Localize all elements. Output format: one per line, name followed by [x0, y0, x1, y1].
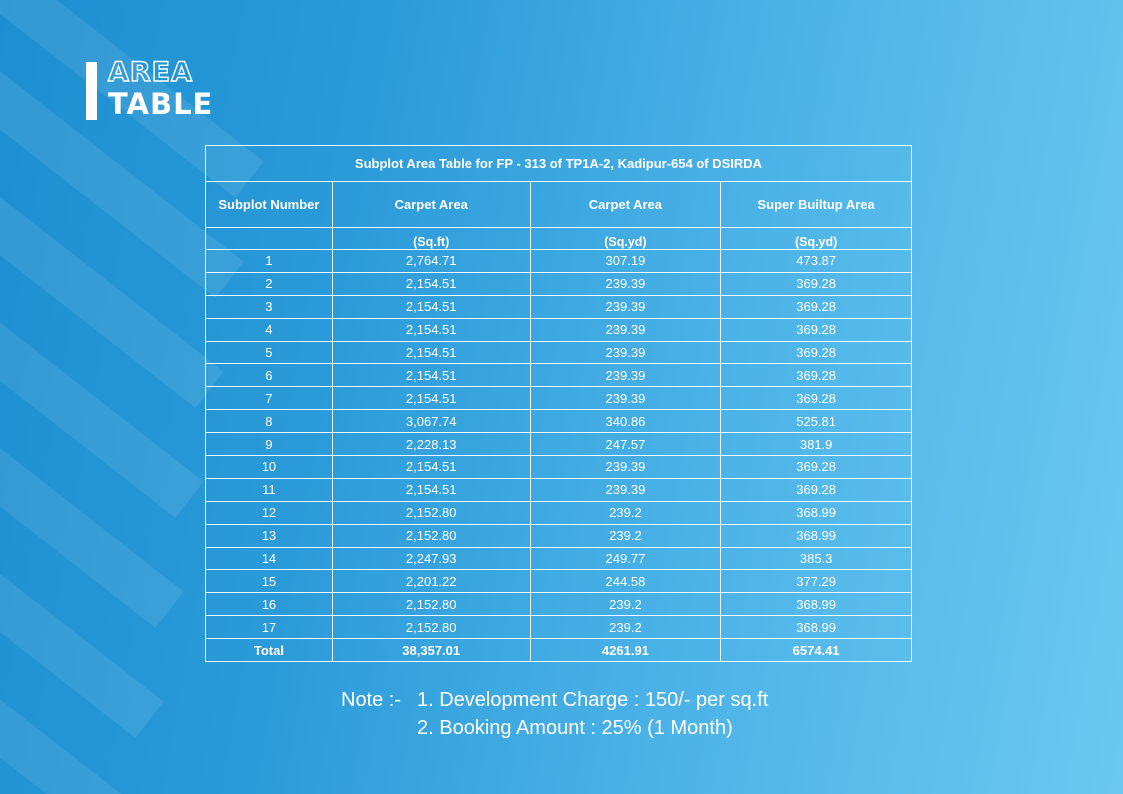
table-cell: 239.2 [530, 501, 721, 524]
column-header: Carpet Area [332, 182, 530, 228]
table-cell: 2,154.51 [332, 295, 530, 318]
table-row [206, 478, 912, 501]
table-row [206, 250, 912, 273]
table-cell: 368.99 [721, 501, 912, 524]
table-cell: 239.39 [530, 456, 721, 479]
table-cell: 239.2 [530, 524, 721, 547]
table-cell: 239.39 [530, 272, 721, 295]
table-cell: 368.99 [721, 616, 912, 639]
column-header: Carpet Area [530, 182, 721, 228]
note-development-charge: 1. Development Charge : 150/- per sq.ft [417, 689, 769, 711]
subplot-number-cell: 3 [206, 295, 333, 318]
table-cell: 369.28 [721, 387, 912, 410]
table-cell: 369.28 [721, 295, 912, 318]
table-cell: 369.28 [721, 318, 912, 341]
table-row [206, 593, 912, 616]
total-cell: 38,357.01 [332, 639, 530, 662]
table-cell: 381.9 [721, 433, 912, 456]
table-row [206, 387, 912, 410]
subplot-area-table [205, 145, 912, 662]
table-row [206, 295, 912, 318]
table-cell: 369.28 [721, 364, 912, 387]
table-cell: 2,152.80 [332, 501, 530, 524]
table-cell: 369.28 [721, 272, 912, 295]
subplot-number-cell: 17 [206, 616, 333, 639]
table-cell: 368.99 [721, 524, 912, 547]
subplot-number-cell: 1 [206, 250, 333, 273]
unit-label [206, 228, 333, 250]
logo-bar [86, 62, 97, 120]
table-title: Subplot Area Table for FP - 313 of TP1A-2, Kadipur-654 of DSIRDA [206, 146, 912, 182]
table-cell: 369.28 [721, 341, 912, 364]
total-row [206, 639, 912, 662]
table-cell: 239.39 [530, 364, 721, 387]
table-cell: 239.39 [530, 318, 721, 341]
table-row [206, 524, 912, 547]
table-body [206, 250, 912, 639]
table-row [206, 410, 912, 433]
table-cell: 525.81 [721, 410, 912, 433]
table-cell: 2,764.71 [332, 250, 530, 273]
subplot-number-cell: 14 [206, 547, 333, 570]
table-row [206, 272, 912, 295]
total-cell: 6574.41 [721, 639, 912, 662]
table-cell: 2,201.22 [332, 570, 530, 593]
table-cell: 2,154.51 [332, 478, 530, 501]
table-cell: 2,152.80 [332, 593, 530, 616]
table-cell: 385.3 [721, 547, 912, 570]
subplot-number-cell: 15 [206, 570, 333, 593]
table-cell: 377.29 [721, 570, 912, 593]
table-row [206, 318, 912, 341]
column-header: Subplot Number [206, 182, 333, 228]
table-cell: 2,228.13 [332, 433, 530, 456]
table-cell: 3,067.74 [332, 410, 530, 433]
table-cell: 369.28 [721, 456, 912, 479]
table-row [206, 501, 912, 524]
logo-title-line1: AREA [108, 57, 194, 88]
subplot-number-cell: 10 [206, 456, 333, 479]
unit-label: (Sq.yd) [721, 228, 912, 250]
unit-label: (Sq.yd) [530, 228, 721, 250]
table-cell: 2,152.80 [332, 616, 530, 639]
total-label: Total [206, 639, 333, 662]
table-cell: 2,154.51 [332, 318, 530, 341]
subplot-number-cell: 7 [206, 387, 333, 410]
note-label: Note :- [341, 689, 402, 711]
subplot-number-cell: 16 [206, 593, 333, 616]
subplot-number-cell: 12 [206, 501, 333, 524]
subplot-number-cell: 5 [206, 341, 333, 364]
table-cell: 2,154.51 [332, 341, 530, 364]
table-cell: 239.2 [530, 616, 721, 639]
table-cell: 2,154.51 [332, 272, 530, 295]
table-cell: 239.2 [530, 593, 721, 616]
logo-title-line2: TABLE [108, 87, 214, 121]
table-row [206, 341, 912, 364]
note-booking-amount: 2. Booking Amount : 25% (1 Month) [417, 717, 733, 739]
subplot-number-cell: 6 [206, 364, 333, 387]
table-cell: 244.58 [530, 570, 721, 593]
table-cell: 239.39 [530, 387, 721, 410]
table-row [206, 433, 912, 456]
table-row [206, 364, 912, 387]
table-cell: 239.39 [530, 295, 721, 318]
column-header: Super Builtup Area [721, 182, 912, 228]
table-cell: 473.87 [721, 250, 912, 273]
subplot-number-cell: 11 [206, 478, 333, 501]
table-cell: 2,152.80 [332, 524, 530, 547]
total-cell: 4261.91 [530, 639, 721, 662]
table-cell: 369.28 [721, 478, 912, 501]
table-cell: 2,154.51 [332, 364, 530, 387]
unit-label: (Sq.ft) [332, 228, 530, 250]
table-row [206, 616, 912, 639]
subplot-number-cell: 4 [206, 318, 333, 341]
table-cell: 340.86 [530, 410, 721, 433]
subplot-number-cell: 8 [206, 410, 333, 433]
table-cell: 2,154.51 [332, 456, 530, 479]
subplot-number-cell: 9 [206, 433, 333, 456]
table-cell: 2,247.93 [332, 547, 530, 570]
table-row [206, 547, 912, 570]
table-row [206, 570, 912, 593]
table-cell: 247.57 [530, 433, 721, 456]
table-cell: 239.39 [530, 341, 721, 364]
subplot-number-cell: 2 [206, 272, 333, 295]
table-cell: 368.99 [721, 593, 912, 616]
subplot-number-cell: 13 [206, 524, 333, 547]
table-cell: 2,154.51 [332, 387, 530, 410]
table-cell: 307.19 [530, 250, 721, 273]
table-cell: 249.77 [530, 547, 721, 570]
table-cell: 239.39 [530, 478, 721, 501]
table-row [206, 456, 912, 479]
